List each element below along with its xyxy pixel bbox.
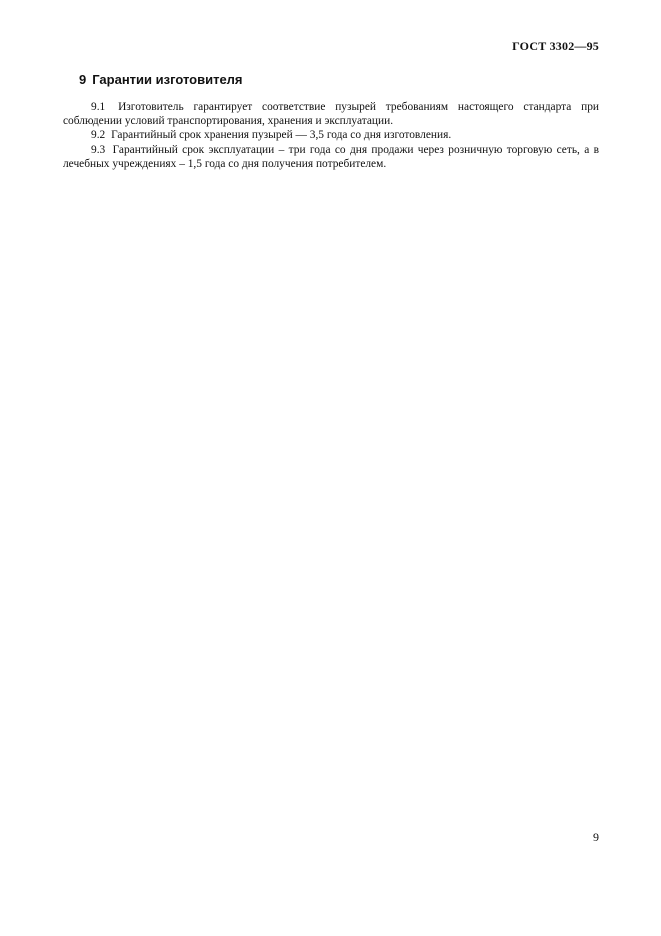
document-code: ГОСТ 3302—95 [512, 39, 599, 53]
section-number: 9 [79, 72, 87, 87]
paragraph-9-1 [63, 100, 599, 128]
paragraph-9-2 [63, 128, 599, 142]
section-heading [79, 72, 243, 87]
page-number: 9 [593, 830, 599, 844]
paragraph-text: Гарантийный срок хранения пузырей — 3,5 года со дня изготовления. [111, 129, 452, 142]
section-title: Гарантии изготовителя [92, 72, 243, 87]
paragraph-number: 9.2 [91, 129, 106, 142]
paragraph-number: 9.1 [91, 101, 106, 113]
paragraph-9-3 [63, 143, 599, 171]
paragraph-number: 9.3 [91, 143, 106, 156]
paragraph-text: Изготовитель гарантирует соответствие пузырей требованиям настоящего стандарта при соблюдении условий транспортирования, хранения и эксплуатации. [63, 101, 599, 128]
paragraph-text: Гарантийный срок эксплуатации – три года со дня продажи через розничную торговую сеть, а в лечебных учреждениях – 1,5 года со дня получения потребителем. [63, 143, 599, 170]
section-body [63, 100, 599, 171]
